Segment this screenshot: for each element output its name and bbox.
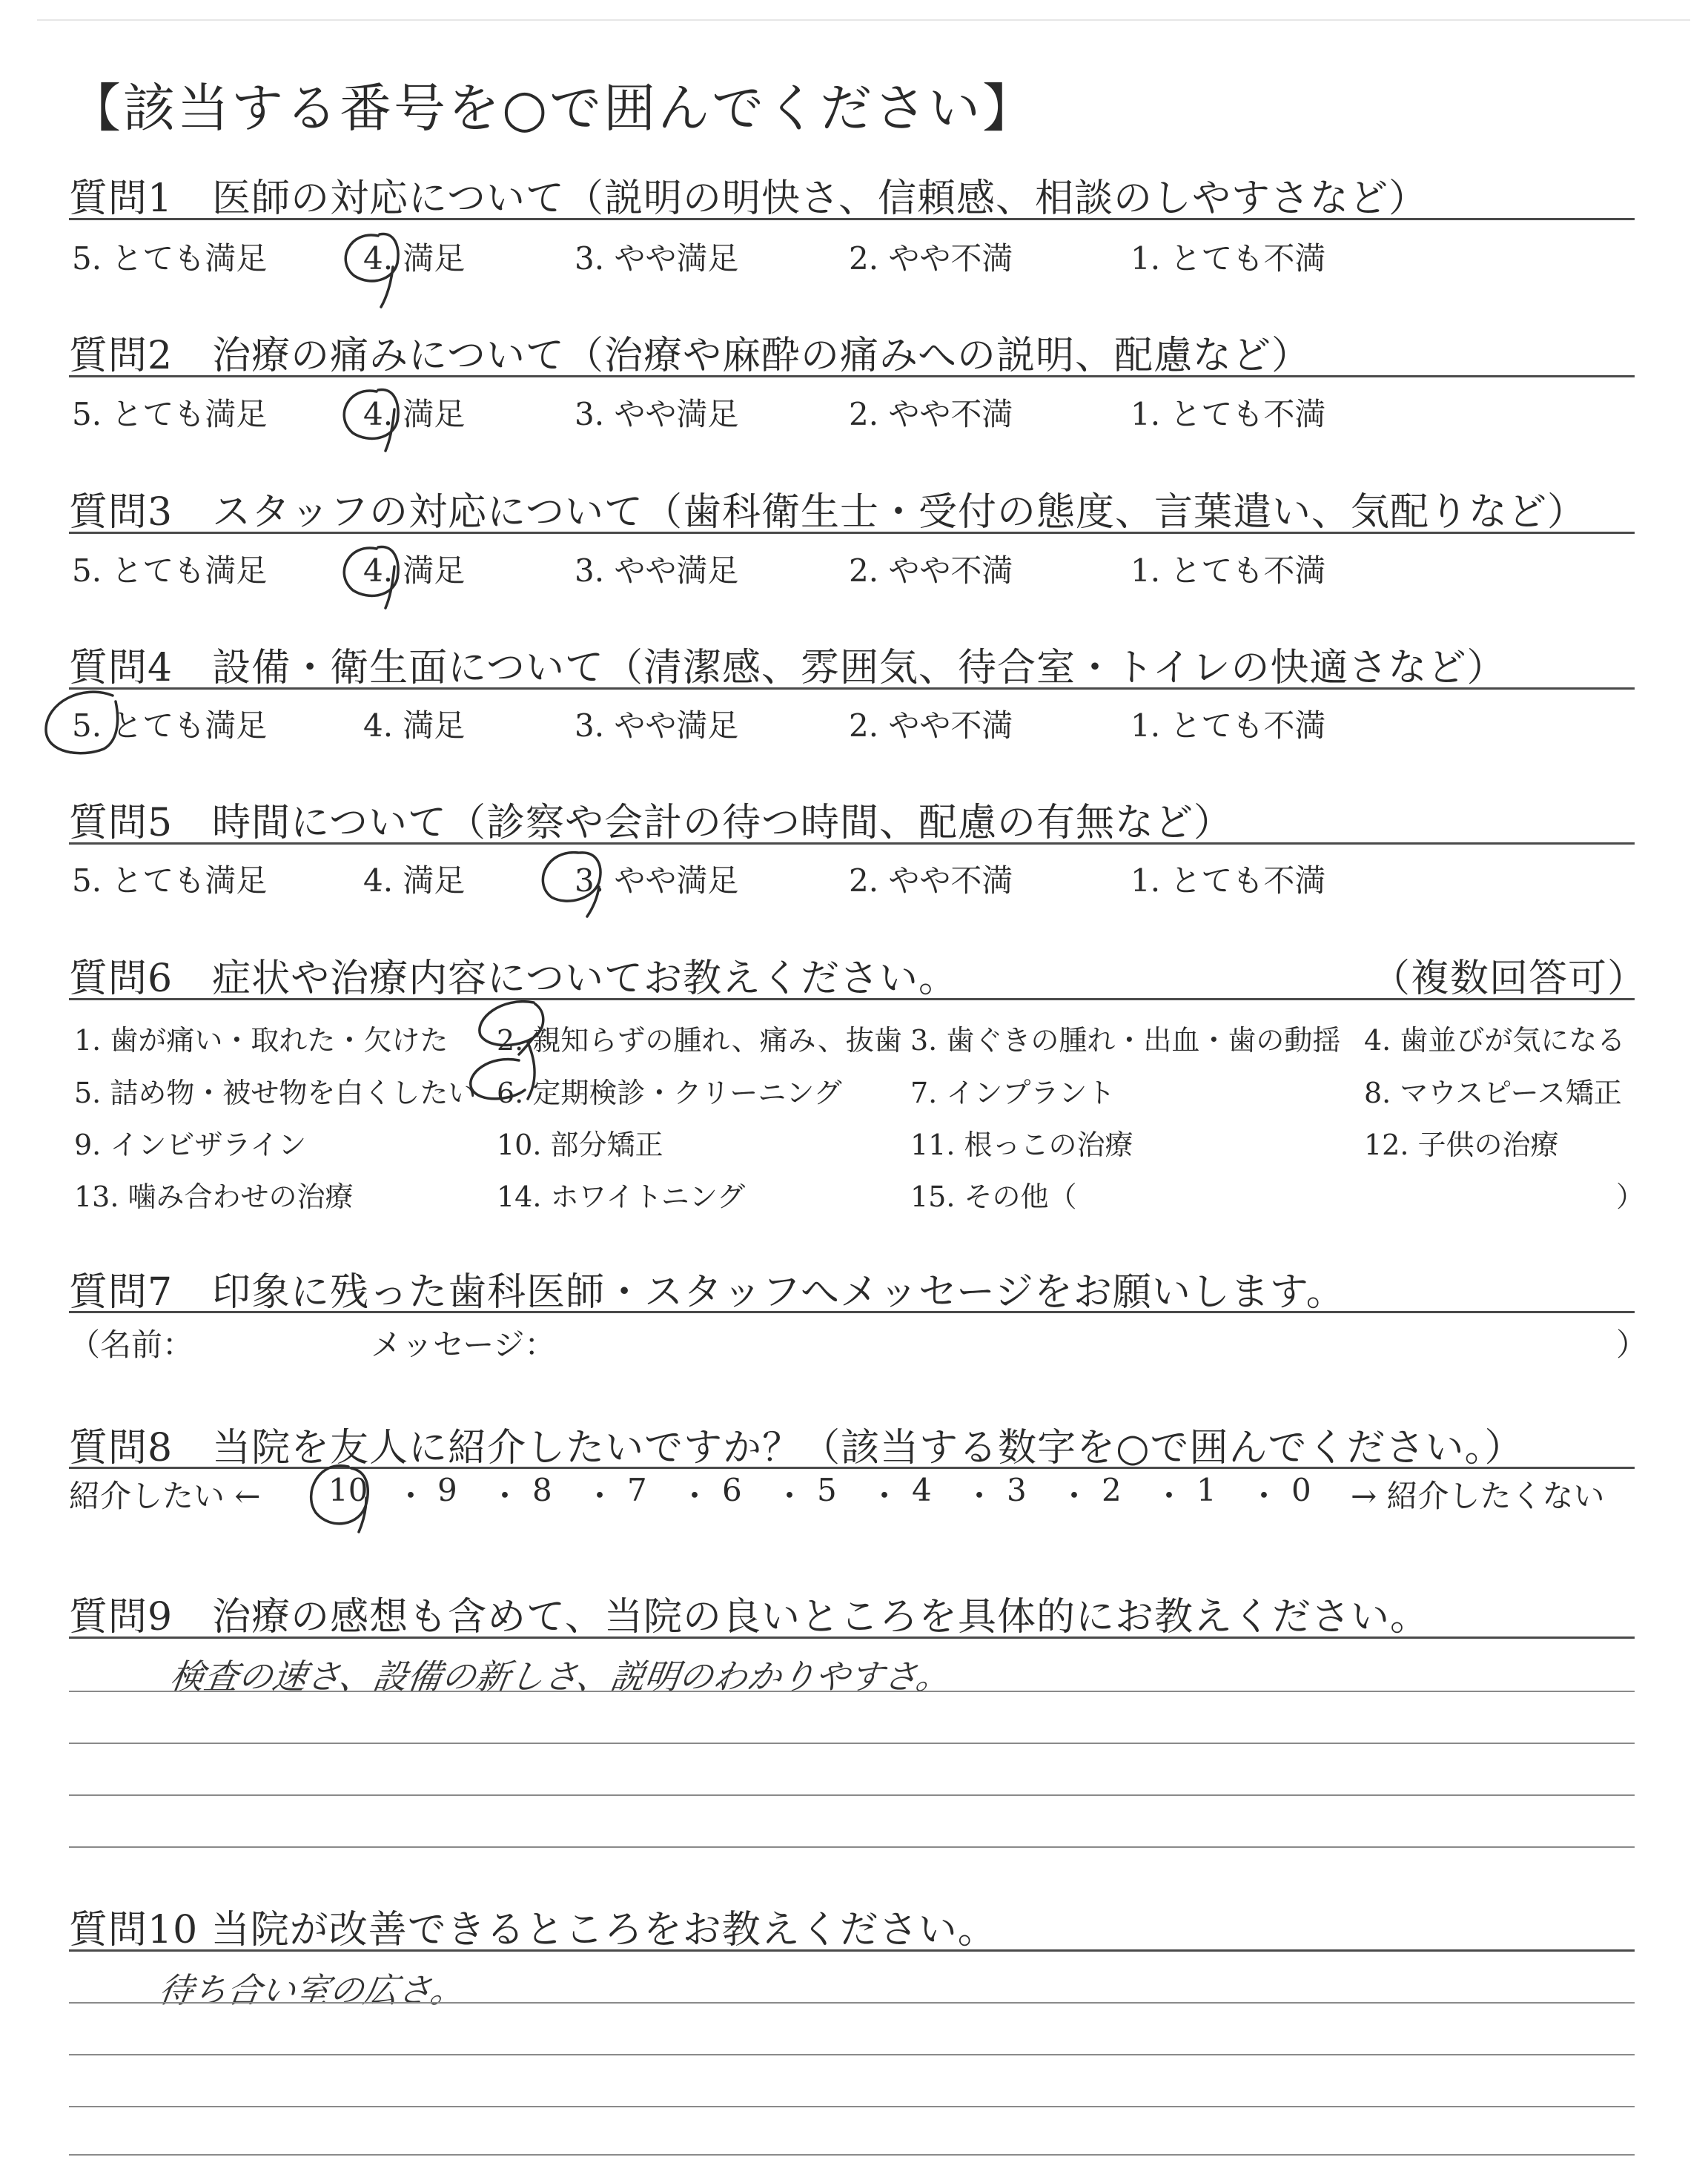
q6-option-8[interactable]: 8. マウスピース矯正 bbox=[1364, 1077, 1622, 1109]
question-2-text: 質問2 治療の痛みについて（治療や麻酔の痛みへの説明、配慮など） bbox=[69, 334, 1311, 378]
q5-option-3[interactable]: 3. やや満足 bbox=[575, 862, 739, 899]
question-10-text: 質問10 当院が改善できるところをお教えください。 bbox=[69, 1908, 997, 1952]
q1-option-2[interactable]: 2. やや不満 bbox=[849, 240, 1013, 277]
q8-separator: ・ bbox=[1248, 1478, 1280, 1514]
q5-option-1[interactable]: 1. とても不満 bbox=[1131, 862, 1326, 899]
q8-score-4[interactable]: 4 bbox=[912, 1472, 932, 1508]
q4-option-2[interactable]: 2. やや不満 bbox=[849, 707, 1013, 744]
q6-option-4[interactable]: 4. 歯並びが気になる bbox=[1364, 1024, 1626, 1057]
q6-option-6[interactable]: 6. 定期検診・クリーニング bbox=[497, 1077, 842, 1109]
question-1-text: 質問1 医師の対応について（説明の明快さ、信頼感、相談のしやすさなど） bbox=[69, 176, 1428, 221]
q3-option-5[interactable]: 5. とても満足 bbox=[72, 552, 268, 589]
q6-option-13[interactable]: 13. 噛み合わせの治療 bbox=[74, 1180, 354, 1213]
q8-separator: ・ bbox=[489, 1478, 521, 1514]
q8-score-10[interactable]: 10 bbox=[328, 1472, 368, 1508]
q5-option-5[interactable]: 5. とても満足 bbox=[72, 862, 268, 899]
q5-option-2[interactable]: 2. やや不満 bbox=[849, 862, 1013, 899]
q4-option-5[interactable]: 5. とても満足 bbox=[72, 707, 268, 744]
q6-option-15[interactable]: 15. その他（ bbox=[910, 1180, 1077, 1213]
q8-separator: ・ bbox=[869, 1478, 901, 1514]
q8-score-3[interactable]: 3 bbox=[1007, 1472, 1027, 1508]
q6-option-14[interactable]: 14. ホワイトニング bbox=[497, 1180, 746, 1213]
q5-circle-mark bbox=[543, 853, 600, 916]
q1-option-3[interactable]: 3. やや満足 bbox=[575, 240, 739, 277]
question-5-text: 質問5 時間について（診察や会計の待つ時間、配慮の有無など） bbox=[69, 801, 1234, 845]
q6-circle-mark-6 bbox=[471, 1043, 534, 1099]
q8-separator: ・ bbox=[679, 1478, 711, 1514]
question-7-text: 質問7 印象に残った歯科医師・スタッフへメッセージをお願いします。 bbox=[69, 1270, 1345, 1315]
question-9-text: 質問9 治療の感想も含めて、当院の良いところを具体的にお教えください。 bbox=[69, 1595, 1430, 1639]
q6-option-12[interactable]: 12. 子供の治療 bbox=[1364, 1129, 1559, 1161]
q8-separator: ・ bbox=[1059, 1478, 1090, 1514]
q2-circle-mark bbox=[344, 390, 398, 451]
q6-option-11[interactable]: 11. 根っこの治療 bbox=[910, 1129, 1133, 1161]
question-6-note: （複数回答可） bbox=[1371, 957, 1647, 1001]
q8-score-6[interactable]: 6 bbox=[722, 1472, 742, 1508]
q8-score-5[interactable]: 5 bbox=[817, 1472, 837, 1508]
q8-separator: ・ bbox=[774, 1478, 806, 1514]
q3-option-1[interactable]: 1. とても不満 bbox=[1131, 552, 1326, 589]
question-8-text: 質問8 当院を友人に紹介したいですか？（該当する数字を○で囲んでください。） bbox=[69, 1426, 1524, 1470]
question-3-text: 質問3 スタッフの対応について（歯科衛生士・受付の態度、言葉遣い、気配りなど） bbox=[69, 490, 1587, 535]
q3-circle-mark bbox=[344, 547, 398, 608]
q2-option-5[interactable]: 5. とても満足 bbox=[72, 396, 268, 432]
q8-circle-mark-10 bbox=[311, 1466, 368, 1532]
q1-option-1[interactable]: 1. とても不満 bbox=[1131, 240, 1326, 277]
q7-name-label: （名前： bbox=[69, 1327, 194, 1363]
q8-right-label: → 紹介したくない bbox=[1351, 1478, 1605, 1514]
q9-handwritten-answer[interactable]: 検査の速さ、設備の新しさ、説明のわかりやすさ。 bbox=[167, 1657, 953, 1697]
q8-score-8[interactable]: 8 bbox=[532, 1472, 552, 1508]
q10-handwritten-answer[interactable]: 待ち合い室の広さ。 bbox=[156, 1970, 468, 2010]
q6-option-10[interactable]: 10. 部分矯正 bbox=[497, 1129, 663, 1161]
q7-close-paren: ） bbox=[1616, 1327, 1648, 1363]
q5-option-4[interactable]: 4. 満足 bbox=[363, 862, 466, 899]
q8-score-1[interactable]: 1 bbox=[1196, 1472, 1217, 1508]
q4-option-3[interactable]: 3. やや満足 bbox=[575, 707, 739, 744]
q2-option-2[interactable]: 2. やや不満 bbox=[849, 396, 1013, 432]
q3-option-3[interactable]: 3. やや満足 bbox=[575, 552, 739, 589]
q8-left-label: 紹介したい ← bbox=[69, 1478, 261, 1514]
question-4-text: 質問4 設備・衛生面について（清潔感、雰囲気、待合室・トイレの快適さなど） bbox=[69, 646, 1506, 690]
q3-option-4[interactable]: 4. 満足 bbox=[363, 552, 466, 589]
q8-separator: ・ bbox=[395, 1478, 427, 1514]
q6-option-1[interactable]: 1. 歯が痛い・取れた・欠けた bbox=[74, 1024, 448, 1057]
q8-separator: ・ bbox=[1153, 1478, 1185, 1514]
q4-circle-mark bbox=[46, 692, 118, 753]
q6-option-2[interactable]: 2. 親知らずの腫れ、痛み、抜歯 bbox=[497, 1024, 902, 1057]
q8-score-7[interactable]: 7 bbox=[627, 1472, 647, 1508]
q1-circle-mark bbox=[345, 234, 398, 307]
q3-option-2[interactable]: 2. やや不満 bbox=[849, 552, 1013, 589]
form-title: 【該当する番号を○で囲んでください】 bbox=[69, 78, 1037, 139]
question-6-text: 質問6 症状や治療内容についてお教えください。 bbox=[69, 957, 959, 1001]
q6-option-5[interactable]: 5. 詰め物・被せ物を白くしたい bbox=[74, 1077, 477, 1109]
q8-score-2[interactable]: 2 bbox=[1102, 1472, 1122, 1508]
q8-separator: ・ bbox=[964, 1478, 996, 1514]
q6-option-3[interactable]: 3. 歯ぐきの腫れ・出血・歯の動揺 bbox=[910, 1024, 1341, 1057]
q2-option-3[interactable]: 3. やや満足 bbox=[575, 396, 739, 432]
q1-option-4[interactable]: 4. 満足 bbox=[363, 240, 466, 277]
q2-option-1[interactable]: 1. とても不満 bbox=[1131, 396, 1326, 432]
q8-score-9[interactable]: 9 bbox=[437, 1472, 457, 1508]
q4-option-1[interactable]: 1. とても不満 bbox=[1131, 707, 1326, 744]
q2-option-4[interactable]: 4. 満足 bbox=[363, 396, 466, 432]
q8-score-0[interactable]: 0 bbox=[1291, 1472, 1311, 1508]
q8-separator: ・ bbox=[584, 1478, 616, 1514]
q7-message-label: メッセージ： bbox=[371, 1327, 556, 1363]
q6-option-9[interactable]: 9. インビザライン bbox=[74, 1129, 307, 1161]
q6-option-15-close: ） bbox=[1616, 1180, 1645, 1213]
q1-option-5[interactable]: 5. とても満足 bbox=[72, 240, 268, 277]
q4-option-4[interactable]: 4. 満足 bbox=[363, 707, 466, 744]
q6-circle-mark-2 bbox=[480, 1002, 543, 1054]
q6-option-7[interactable]: 7. インプラント bbox=[910, 1077, 1116, 1109]
